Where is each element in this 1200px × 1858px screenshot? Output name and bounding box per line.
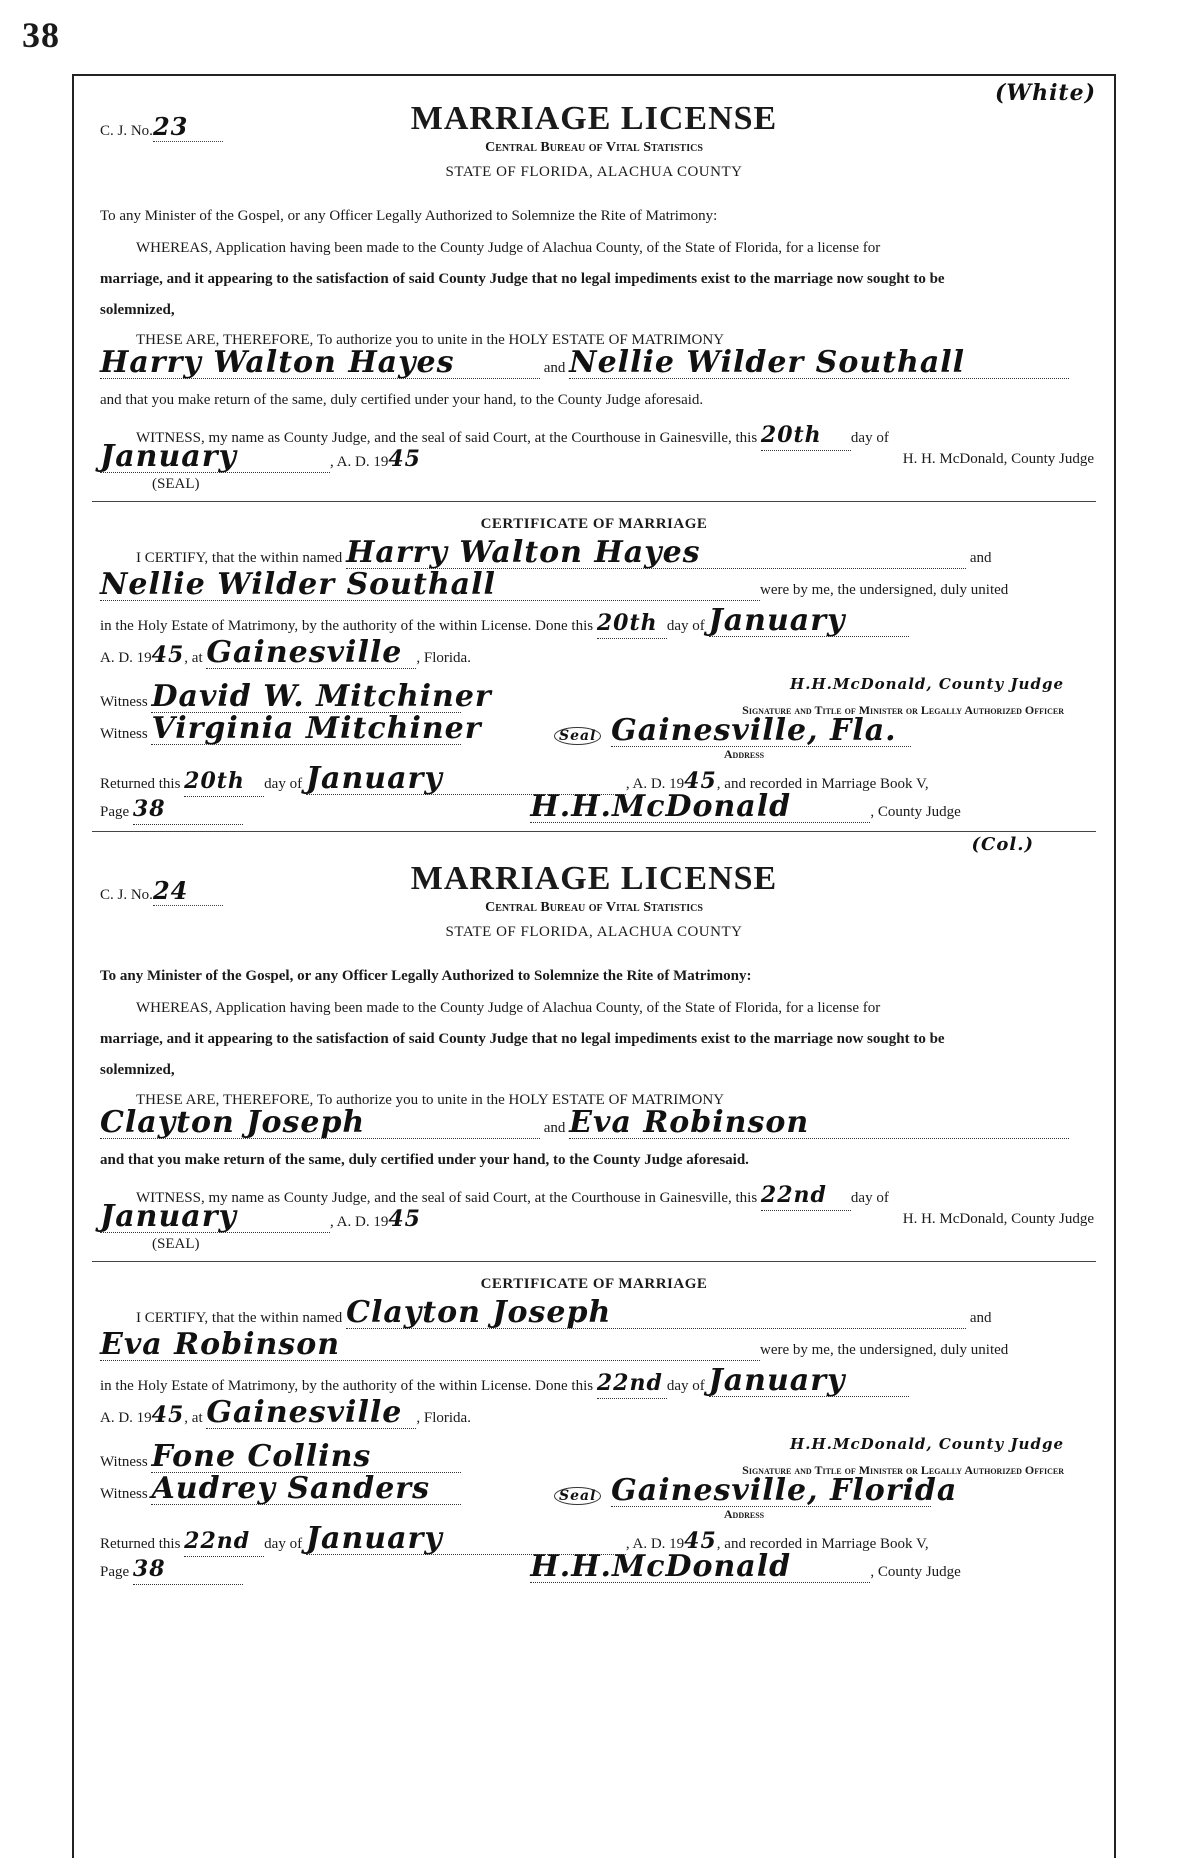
date-line: January , A. D. 1945 [100,439,421,474]
seal-label: (SEAL) [152,1236,200,1252]
groom-name: Harry Walton Hayes [100,345,455,380]
date-line: January , A. D. 1945 [100,1199,421,1234]
whereas-line-2: marriage, and it appearing to the satisfaction of said County Judge that no legal impediments exist to the marriage now sought to be [100,1031,945,1047]
place-line: A. D. 1945, at Gainesville , Florida. [100,1395,471,1430]
section-divider [92,831,1096,832]
officer-address: Gainesville, Florida [611,1473,958,1508]
cert-groom-name: Clayton Joseph [346,1295,612,1330]
cert-day: 20th [596,610,658,636]
cert-year: 45 [151,642,185,668]
cert-bride-name: Nellie Wilder Southall [100,567,496,602]
witness-2-line: Witness Virginia Mitchiner [100,711,482,746]
page-judge-line: Page 38 H.H.McDonald , County Judge [100,1549,961,1584]
returned-month: January [305,1521,443,1556]
officer-caption: Signature and Title of Minister or Legally Authorized Officer [742,1463,1064,1477]
seal-label: (SEAL) [152,476,200,492]
witness-line: WITNESS, my name as County Judge, and the seal of said Court, at the Courthouse in Gainesville, this 22nd day of [136,1180,1088,1211]
bride-name: Nellie Wilder Southall [569,345,966,380]
license-month: January [100,439,237,474]
address-line: To any Minister of the Gospel, or any Officer Legally Authorized to Solemnize the Rite of Matrimony: [100,968,752,984]
cert-bride-line: Eva Robinson were by me, the undersigned, duly united [100,1327,1009,1362]
witness-1-line: Witness David W. Mitchiner [100,679,492,714]
witness-day: 20th [760,422,822,448]
return-line: and that you make return of the same, duly certified under your hand, to the County Judge aforesaid. [100,392,704,408]
cj-number: C. J. No.24 [100,876,223,906]
returned-line: Returned this 20th day of January , A. D. 1945, and recorded in Marriage Book V, [100,761,929,796]
whereas-line-3: solemnized, [100,302,175,318]
witness-1-name: David W. Mitchiner [151,679,492,714]
whereas-line-2: marriage, and it appearing to the satisfaction of said County Judge that no legal impediments exist to the marriage now sought to be [100,271,945,287]
address-caption: Address [723,1507,765,1521]
groom-name: Clayton Joseph [100,1105,366,1140]
cert-year: 45 [151,1402,185,1428]
certify-line: I CERTIFY, that the within named Harry Walton Hayes and [136,535,992,570]
holy-estate-line: in the Holy Estate of Matrimony, by the authority of the within License. Done this 20th day of January [100,606,1088,639]
cert-bride-line: Nellie Wilder Southall were by me, the undersigned, duly united [100,567,1009,602]
witness-2-name: Virginia Mitchiner [151,711,482,746]
bureau-name: Central Bureau of Vital Statistics [485,140,703,155]
certificate-title: CERTIFICATE OF MARRIAGE [480,1276,708,1292]
certificate-title: CERTIFICATE OF MARRIAGE [480,516,708,532]
seal-stamp: Seal [554,727,601,745]
cert-month: January [708,1363,846,1398]
book-page: 38 [132,796,166,822]
section-divider [92,501,1096,502]
seal-stamp: Seal [554,1487,601,1505]
county-judge-name: H. H. McDonald, County Judge [902,451,1094,467]
license-year: 45 [388,1206,421,1232]
cj-number: C. J. No.23 [100,112,223,142]
place-line: A. D. 1945, at Gainesville , Florida. [100,635,471,670]
judge-signature: H.H.McDonald [530,1549,792,1584]
section-divider [92,1261,1096,1262]
judge-signature: H.H.McDonald [530,789,792,824]
returned-day: 22nd [184,1528,251,1554]
cert-bride-name: Eva Robinson [100,1327,341,1362]
witness-1-name: Fone Collins [151,1439,372,1474]
officer-signature: H.H.McDonald, County Judge [790,675,1064,693]
returned-month: January [305,761,443,796]
register-page [72,74,1116,1858]
state-county: STATE OF FLORIDA, ALACHUA COUNTY [445,164,743,180]
book-page: 38 [132,1556,166,1582]
whereas-line-1: WHEREAS, Application having been made to the County Judge of Alachua County, of the State of Florida, for a license for [136,1000,881,1016]
these-are-line: THESE ARE, THEREFORE, To authorize you to unite in the HOLY ESTATE OF MATRIMONY [136,332,725,348]
cert-place: Gainesville [206,1395,403,1430]
address-line: To any Minister of the Gospel, or any Officer Legally Authorized to Solemnize the Rite of Matrimony: [100,208,718,224]
holy-estate-line: in the Holy Estate of Matrimony, by the authority of the within License. Done this 22nd day of January [100,1366,1088,1399]
license-title: MARRIAGE LICENSE [410,860,778,897]
couple-line: Clayton Joseph and Eva Robinson [100,1108,1088,1139]
address-caption: Address [723,747,765,761]
these-are-line: THESE ARE, THEREFORE, To authorize you to unite in the HOLY ESTATE OF MATRIMONY [136,1092,725,1108]
license-title: MARRIAGE LICENSE [410,100,778,137]
whereas-line-1: WHEREAS, Application having been made to the County Judge of Alachua County, of the State of Florida, for a license for [136,240,881,256]
license-month: January [100,1199,237,1234]
whereas-line-3: solemnized, [100,1062,175,1078]
race-note-2: (Col.) [971,834,1034,855]
returned-line: Returned this 22nd day of January , A. D. 1945, and recorded in Marriage Book V, [100,1521,929,1556]
bureau-name: Central Bureau of Vital Statistics [485,900,703,915]
cert-day: 22nd [596,1370,663,1396]
bride-name: Eva Robinson [569,1105,810,1140]
return-line: and that you make return of the same, duly certified under your hand, to the County Judge aforesaid. [100,1152,749,1168]
witness-2-line: Witness Audrey Sanders [100,1474,1088,1505]
race-note: (White) [994,80,1096,106]
license-year: 45 [388,446,421,472]
officer-address-line [554,713,914,748]
witness-1-line: Witness Fone Collins [100,1442,1088,1473]
cert-groom-name: Harry Walton Hayes [346,535,701,570]
officer-address-line [554,1473,958,1508]
officer-signature: H.H.McDonald, County Judge [790,1435,1064,1453]
witness-2-name: Audrey Sanders [151,1471,430,1506]
page-number: 38 [22,15,60,55]
witness-line: WITNESS, my name as County Judge, and the seal of said Court, at the Courthouse in Gainesville, this 20th day of [136,420,1088,451]
cert-month: January [708,603,846,638]
officer-caption: Signature and Title of Minister or Legally Authorized Officer [742,703,1064,717]
couple-line: Harry Walton Hayes and Nellie Wilder Southall [100,348,1088,379]
certify-line: I CERTIFY, that the within named Clayton Joseph and [136,1295,992,1330]
returned-day: 20th [184,768,245,794]
cert-place: Gainesville [206,635,403,670]
state-county: STATE OF FLORIDA, ALACHUA COUNTY [445,924,743,940]
page-judge-line: Page 38 H.H.McDonald , County Judge [100,789,961,824]
officer-address: Gainesville, Fla. [611,713,897,748]
witness-day: 22nd [760,1182,827,1208]
county-judge-name: H. H. McDonald, County Judge [902,1211,1094,1227]
